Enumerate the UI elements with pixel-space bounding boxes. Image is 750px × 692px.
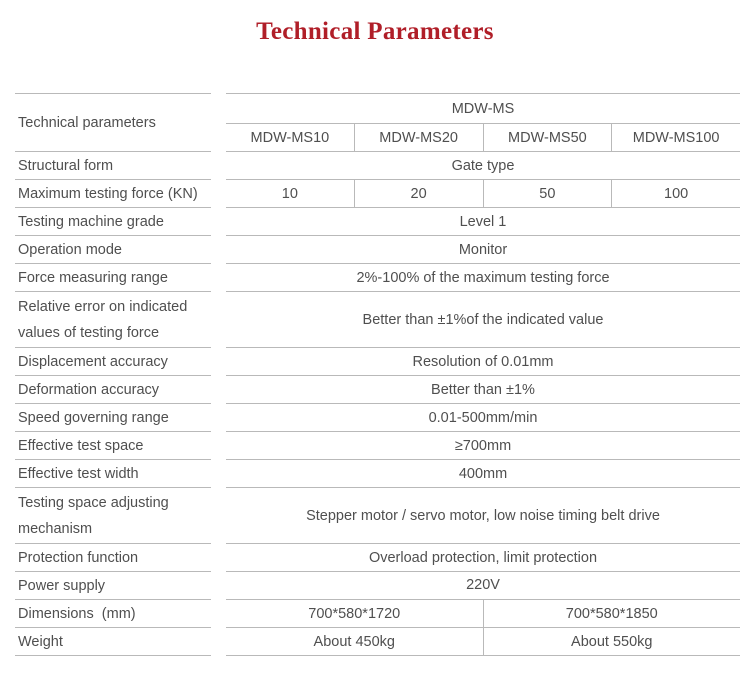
label-technical-parameters: Technical parameters — [15, 94, 211, 152]
row-effective-test-width — [226, 460, 740, 488]
value-max-force-10: 10 — [226, 180, 355, 207]
label-deformation-accuracy: Deformation accuracy — [15, 376, 211, 404]
value-force-measuring-range: 2%-100% of the maximum testing force — [356, 269, 610, 286]
row-weight — [226, 628, 740, 656]
value-dimensions-small: 700*580*1720 — [226, 600, 484, 627]
row-speed-governing-range — [226, 404, 740, 432]
value-testing-space-adjusting-mechanism: Stepper motor / servo motor, low noise timing belt drive — [306, 507, 660, 524]
label-operation-mode: Operation mode — [15, 236, 211, 264]
row-relative-error — [226, 292, 740, 348]
row-operation-mode — [226, 236, 740, 264]
value-deformation-accuracy: Better than ±1% — [431, 381, 535, 398]
value-relative-error: Better than ±1%of the indicated value — [362, 311, 604, 328]
label-effective-test-width: Effective test width — [15, 460, 211, 488]
value-operation-mode: Monitor — [458, 241, 508, 258]
row-testing-machine-grade — [226, 208, 740, 236]
label-testing-machine-grade: Testing machine grade — [15, 208, 211, 236]
row-dimensions — [226, 600, 740, 628]
value-dimensions-large: 700*580*1850 — [565, 605, 658, 622]
row-protection-function — [226, 544, 740, 572]
label-effective-test-space: Effective test space — [15, 432, 211, 460]
label-protection-function: Protection function — [15, 544, 211, 572]
value-effective-test-space: ≥700mm — [454, 437, 512, 454]
label-displacement-accuracy: Displacement accuracy — [15, 348, 211, 376]
series-name: MDW-MS — [451, 100, 515, 117]
technical-parameters-table — [15, 93, 740, 656]
value-table — [226, 93, 740, 656]
value-structural-form: Gate type — [451, 157, 515, 174]
label-dimensions: Dimensions (mm) — [15, 600, 211, 628]
value-power-supply: 220V — [466, 577, 500, 593]
row-testing-space-adjusting-mechanism — [226, 488, 740, 544]
model-mdw-ms100: MDW-MS100 — [632, 129, 720, 146]
value-testing-machine-grade: Level 1 — [459, 213, 507, 230]
model-mdw-ms10: MDW-MS10 — [226, 124, 355, 151]
row-maximum-testing-force — [226, 180, 740, 208]
label-structural-form: Structural form — [15, 152, 211, 180]
model-mdw-ms20: MDW-MS20 — [355, 124, 484, 151]
row-deformation-accuracy — [226, 376, 740, 404]
label-speed-governing-range: Speed governing range — [15, 404, 211, 432]
value-weight-large: About 550kg — [571, 633, 653, 650]
label-force-measuring-range: Force measuring range — [15, 264, 211, 292]
value-protection-function: Overload protection, limit protection — [368, 549, 598, 566]
row-structural-form — [226, 152, 740, 180]
value-max-force-50: 50 — [484, 180, 613, 207]
row-force-measuring-range — [226, 264, 740, 292]
model-header-row — [226, 124, 740, 152]
label-maximum-testing-force: Maximum testing force (KN) — [15, 180, 211, 208]
value-displacement-accuracy: Resolution of 0.01mm — [412, 353, 554, 370]
value-max-force-100: 100 — [664, 185, 689, 202]
page-title: Technical Parameters — [256, 18, 494, 45]
row-power-supply — [226, 572, 740, 600]
series-header-row — [226, 94, 740, 124]
row-effective-test-space — [226, 432, 740, 460]
value-max-force-20: 20 — [355, 180, 484, 207]
value-effective-test-width: 400mm — [458, 465, 508, 482]
label-column — [15, 93, 211, 656]
label-relative-error: Relative error on indicated values of testing force — [15, 292, 211, 348]
value-speed-governing-range: 0.01-500mm/min — [428, 409, 538, 426]
label-weight: Weight — [15, 628, 211, 656]
label-testing-space-adjusting-mechanism: Testing space adjusting mechanism — [15, 488, 211, 544]
row-displacement-accuracy — [226, 348, 740, 376]
model-mdw-ms50: MDW-MS50 — [484, 124, 613, 151]
value-weight-small: About 450kg — [226, 628, 484, 655]
label-power-supply: Power supply — [15, 572, 211, 600]
